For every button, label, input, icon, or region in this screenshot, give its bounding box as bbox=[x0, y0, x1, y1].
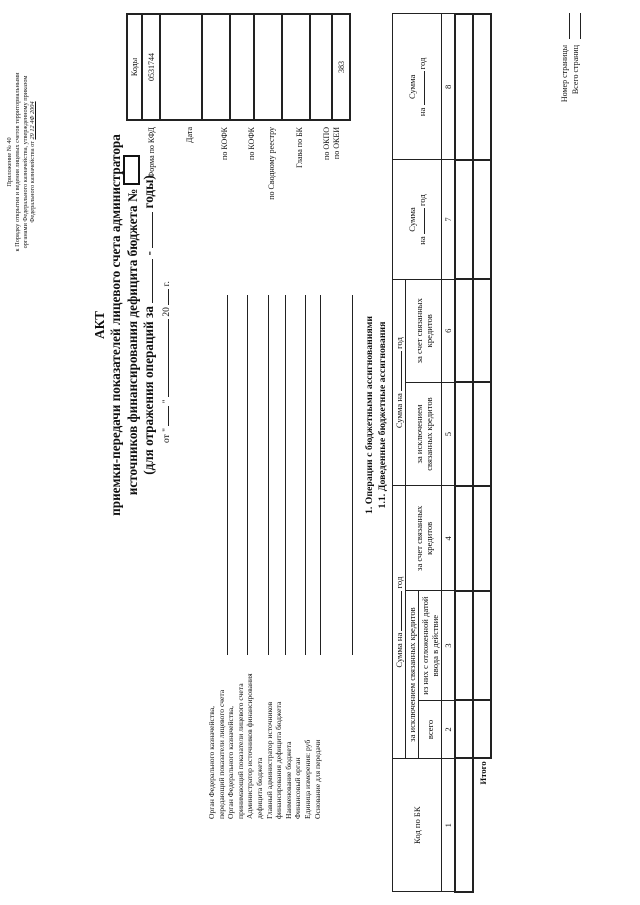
data-cell[interactable] bbox=[455, 279, 473, 382]
account-number-box[interactable] bbox=[123, 155, 140, 185]
registry-label: по Сводному реестру bbox=[267, 127, 276, 200]
col-number: 3 bbox=[442, 591, 456, 701]
col-number: 6 bbox=[442, 279, 456, 382]
field-label: Орган Федерального казначейства, bbox=[207, 706, 216, 819]
year-prefix: 20 bbox=[162, 307, 172, 317]
appendix-line-3 bbox=[29, 7, 37, 317]
header-excluding-related-2: за исключением связанных кредитов bbox=[406, 382, 442, 486]
field-label: Финансовый орган bbox=[293, 757, 303, 819]
administrator-field[interactable] bbox=[268, 295, 269, 655]
header-sum-year-1: Сумма на год bbox=[393, 486, 406, 758]
header-related-2: за счет связанных кредитов bbox=[406, 279, 442, 382]
title-line-2: приемки-передачи показателей лицевого счета администратора bbox=[107, 134, 123, 516]
title-line-1: АКТ bbox=[92, 311, 107, 339]
approved-date: 29 12 4Ф 2004 bbox=[29, 101, 37, 140]
field-label: Основание для передачи bbox=[312, 739, 322, 819]
total-label: Итого bbox=[477, 761, 488, 785]
title-line-4: (для отражения операций за - годы) bbox=[140, 175, 156, 475]
pages-total-label: Всего страниц bbox=[571, 45, 580, 95]
title-line-3-text: источников финансирования дефицита бюджета № bbox=[125, 188, 140, 496]
header-total: всего bbox=[419, 701, 442, 759]
col-number: 7 bbox=[442, 160, 456, 280]
data-cell[interactable] bbox=[455, 758, 473, 892]
okei-label: по ОКЕИ bbox=[332, 127, 341, 160]
transfer-basis-field[interactable] bbox=[352, 295, 353, 655]
kofk-code-cell-2[interactable] bbox=[230, 14, 254, 120]
field-label: Наименование бюджета bbox=[283, 741, 293, 819]
page-number-label: Номер страницы bbox=[560, 45, 569, 103]
date-code-cell[interactable] bbox=[160, 14, 202, 120]
date-code-label: Дата bbox=[185, 127, 194, 143]
total-cell[interactable] bbox=[473, 591, 491, 701]
year-blank[interactable] bbox=[424, 72, 425, 106]
year-blank[interactable] bbox=[401, 591, 402, 631]
years-from-blank[interactable] bbox=[152, 259, 153, 303]
total-cell[interactable] bbox=[473, 486, 491, 591]
total-cell[interactable] bbox=[473, 14, 491, 160]
data-cell[interactable] bbox=[455, 591, 473, 701]
total-row bbox=[473, 14, 491, 892]
financial-body-field[interactable] bbox=[320, 295, 321, 655]
data-cell[interactable] bbox=[455, 701, 473, 759]
kofk-label-2: по КОФК bbox=[247, 127, 256, 160]
header-related-1: за счет связанных кредитов bbox=[406, 486, 442, 591]
field-label: принимающий показатели лицевого счета bbox=[235, 683, 245, 819]
receiving-body-field[interactable] bbox=[247, 295, 248, 655]
appendix-label: Приложение № 40 bbox=[6, 137, 13, 187]
okud-label: Форма по КФД bbox=[147, 127, 156, 179]
header-deferred: из них с отложенной датой ввода в действие bbox=[419, 591, 442, 701]
okpo-label: по ОКПО bbox=[322, 127, 331, 160]
appendix-line-3-prefix: Федерального казначейства от bbox=[29, 141, 37, 223]
page-number-field[interactable] bbox=[569, 13, 570, 39]
okpo-code-cell[interactable] bbox=[310, 14, 332, 120]
header-sum-year-2: Сумма на год bbox=[393, 279, 406, 486]
header-sum-year-3: Сумма на год bbox=[393, 160, 442, 280]
codes-table bbox=[126, 13, 351, 121]
year-blank[interactable] bbox=[168, 289, 169, 305]
field-label: Администратор источников финансирования bbox=[245, 673, 255, 819]
chief-administrator-field[interactable] bbox=[285, 295, 286, 655]
okei-code-cell[interactable]: 383 bbox=[332, 14, 350, 120]
pages-total-field[interactable] bbox=[580, 13, 581, 39]
title-line-4-prefix: (для отражения операций за bbox=[140, 306, 156, 475]
col-number: 2 bbox=[442, 701, 456, 759]
total-cell[interactable] bbox=[473, 701, 491, 759]
month-blank[interactable] bbox=[168, 319, 169, 397]
field-label: финансирования дефицита бюджета bbox=[274, 701, 284, 819]
header-excluding-related: за исключением связанных кредитов bbox=[406, 591, 419, 759]
title-line-4-suffix: годы) bbox=[140, 175, 156, 209]
okud-code-cell[interactable]: 0531744 bbox=[142, 14, 160, 120]
col-number: 1 bbox=[442, 758, 456, 892]
total-cell[interactable] bbox=[473, 382, 491, 486]
budget-name-field[interactable] bbox=[305, 295, 306, 655]
total-cell[interactable] bbox=[473, 279, 491, 382]
date-quote: " bbox=[162, 399, 172, 404]
appendix-line-2: органами Федерального казначейства, утвержденному приказом bbox=[21, 75, 29, 249]
table-row bbox=[455, 14, 473, 892]
col-number: 4 bbox=[442, 486, 456, 591]
field-label: Главный администратор источников bbox=[264, 701, 274, 819]
day-blank[interactable] bbox=[168, 406, 169, 426]
kofk-code-cell-1[interactable] bbox=[202, 14, 230, 120]
section-subheading: 1.1. Доведенные бюджетные ассигнования bbox=[377, 321, 388, 509]
field-labels bbox=[207, 654, 322, 819]
field-label: дефицита бюджета bbox=[254, 757, 264, 819]
bk-chapter-code-cell[interactable] bbox=[282, 14, 310, 120]
title-line-3 bbox=[123, 95, 141, 555]
act-date-line bbox=[162, 183, 172, 443]
registry-code-cell[interactable] bbox=[254, 14, 282, 120]
data-cell[interactable] bbox=[455, 382, 473, 486]
data-cell[interactable] bbox=[455, 14, 473, 160]
codes-header: Коды bbox=[127, 14, 142, 120]
section-heading: 1. Операции с бюджетными ассигнованиями bbox=[364, 316, 375, 514]
year-suffix: г. bbox=[162, 281, 172, 287]
year-blank[interactable] bbox=[401, 351, 402, 391]
data-cell[interactable] bbox=[455, 160, 473, 280]
date-prefix: от " bbox=[162, 427, 172, 443]
total-cell[interactable] bbox=[473, 160, 491, 280]
field-label: Орган Федерального казначейства, bbox=[226, 706, 236, 819]
bk-chapter-label: Глава по БК bbox=[295, 127, 304, 168]
col-number: 5 bbox=[442, 382, 456, 486]
transferring-body-field[interactable] bbox=[227, 295, 228, 655]
appendix-line-1: к Порядку открытия и ведения лицевых счетов территориальными bbox=[13, 72, 21, 252]
header-sum-year-4: Сумма на год bbox=[393, 14, 442, 160]
col-number: 8 bbox=[442, 14, 456, 160]
field-label: передающий показатели лицевого счета bbox=[216, 689, 226, 819]
operations-table bbox=[392, 13, 492, 893]
data-cell[interactable] bbox=[455, 486, 473, 591]
appendix-block bbox=[6, 7, 37, 317]
field-label: Единица измерения: руб bbox=[302, 739, 312, 819]
year-blank[interactable] bbox=[424, 208, 425, 234]
header-kbk: Код по БК bbox=[393, 758, 442, 892]
kofk-label-1: по КОФК bbox=[220, 127, 229, 160]
